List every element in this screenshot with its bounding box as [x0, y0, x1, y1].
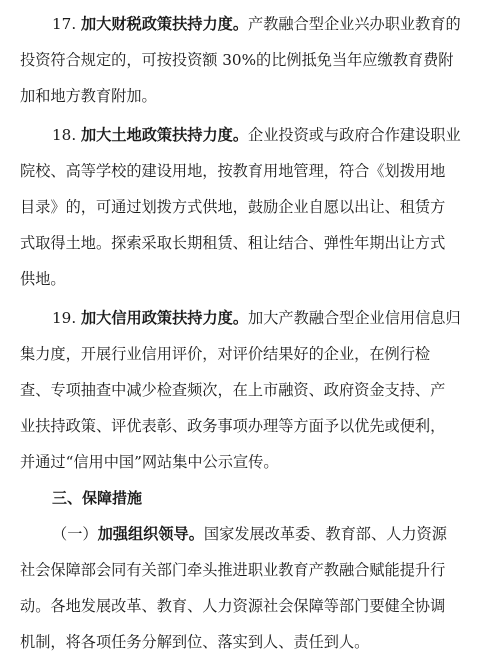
item-18-line-1 [52, 123, 461, 147]
sub-1-line-3: 动。各地发展改革、教育、人力资源社会保障等部门要健全协调 [20, 597, 446, 615]
item-number: 18. [52, 126, 81, 144]
item-19-line-4: 业扶持政策、评优表彰、政务事项办理等方面予以优先或便利， [20, 417, 446, 435]
sub-item-title: 加强组织领导。 [97, 525, 204, 543]
item-18-line-5: 供地。 [20, 270, 66, 288]
item-text: 产教融合型企业兴办职业教育的 [248, 15, 461, 33]
item-19-line-3: 查、专项抽查中减少检查频次，在上市融资、政府资金支持、产 [20, 381, 446, 399]
item-number: 19. [52, 309, 81, 327]
item-title: 加大财税政策扶持力度。 [80, 15, 249, 33]
item-17-line-3: 加和地方教育附加。 [20, 87, 157, 105]
item-text: 加大产教融合型企业信用信息归 [248, 309, 461, 327]
item-19-line-1 [52, 306, 461, 330]
item-19-line-5: 并通过“信用中国”网站集中公示宣传。 [20, 453, 279, 471]
item-number: 17. [52, 15, 81, 33]
item-18-line-2: 院校、高等学校的建设用地，按教育用地管理，符合《划拨用地 [20, 162, 446, 180]
sub-item-text: 国家发展改革委、教育部、人力资源 [203, 525, 447, 543]
sub-1-line-2: 社会保障部会同有关部门牵头推进职业教育产教融合赋能提升行 [20, 561, 446, 579]
item-text: 企业投资或与政府合作建设职业 [248, 126, 461, 144]
item-19-line-2: 集力度，开展行业信用评价，对评价结果好的企业，在例行检 [20, 345, 431, 363]
section-heading: 三、保障措施 [52, 489, 143, 507]
item-title: 加大土地政策扶持力度。 [80, 126, 249, 144]
item-17-line-2: 投资符合规定的，可按投资额 30%的比例抵免当年应缴教育费附 [20, 51, 454, 69]
item-17-line-1 [52, 12, 461, 36]
sub-1-line-4: 机制，将各项任务分解到位、落实到人、责任到人。 [20, 633, 370, 651]
sub-1-line-1 [52, 522, 447, 546]
item-18-line-4: 式取得土地。探索采取长期租赁、租让结合、弹性年期出让方式 [20, 234, 446, 252]
sub-item-number: （一） [52, 525, 98, 543]
item-title: 加大信用政策扶持力度。 [80, 309, 249, 327]
item-18-line-3: 目录》的，可通过划拨方式供地，鼓励企业自愿以出让、租赁方 [20, 198, 446, 216]
